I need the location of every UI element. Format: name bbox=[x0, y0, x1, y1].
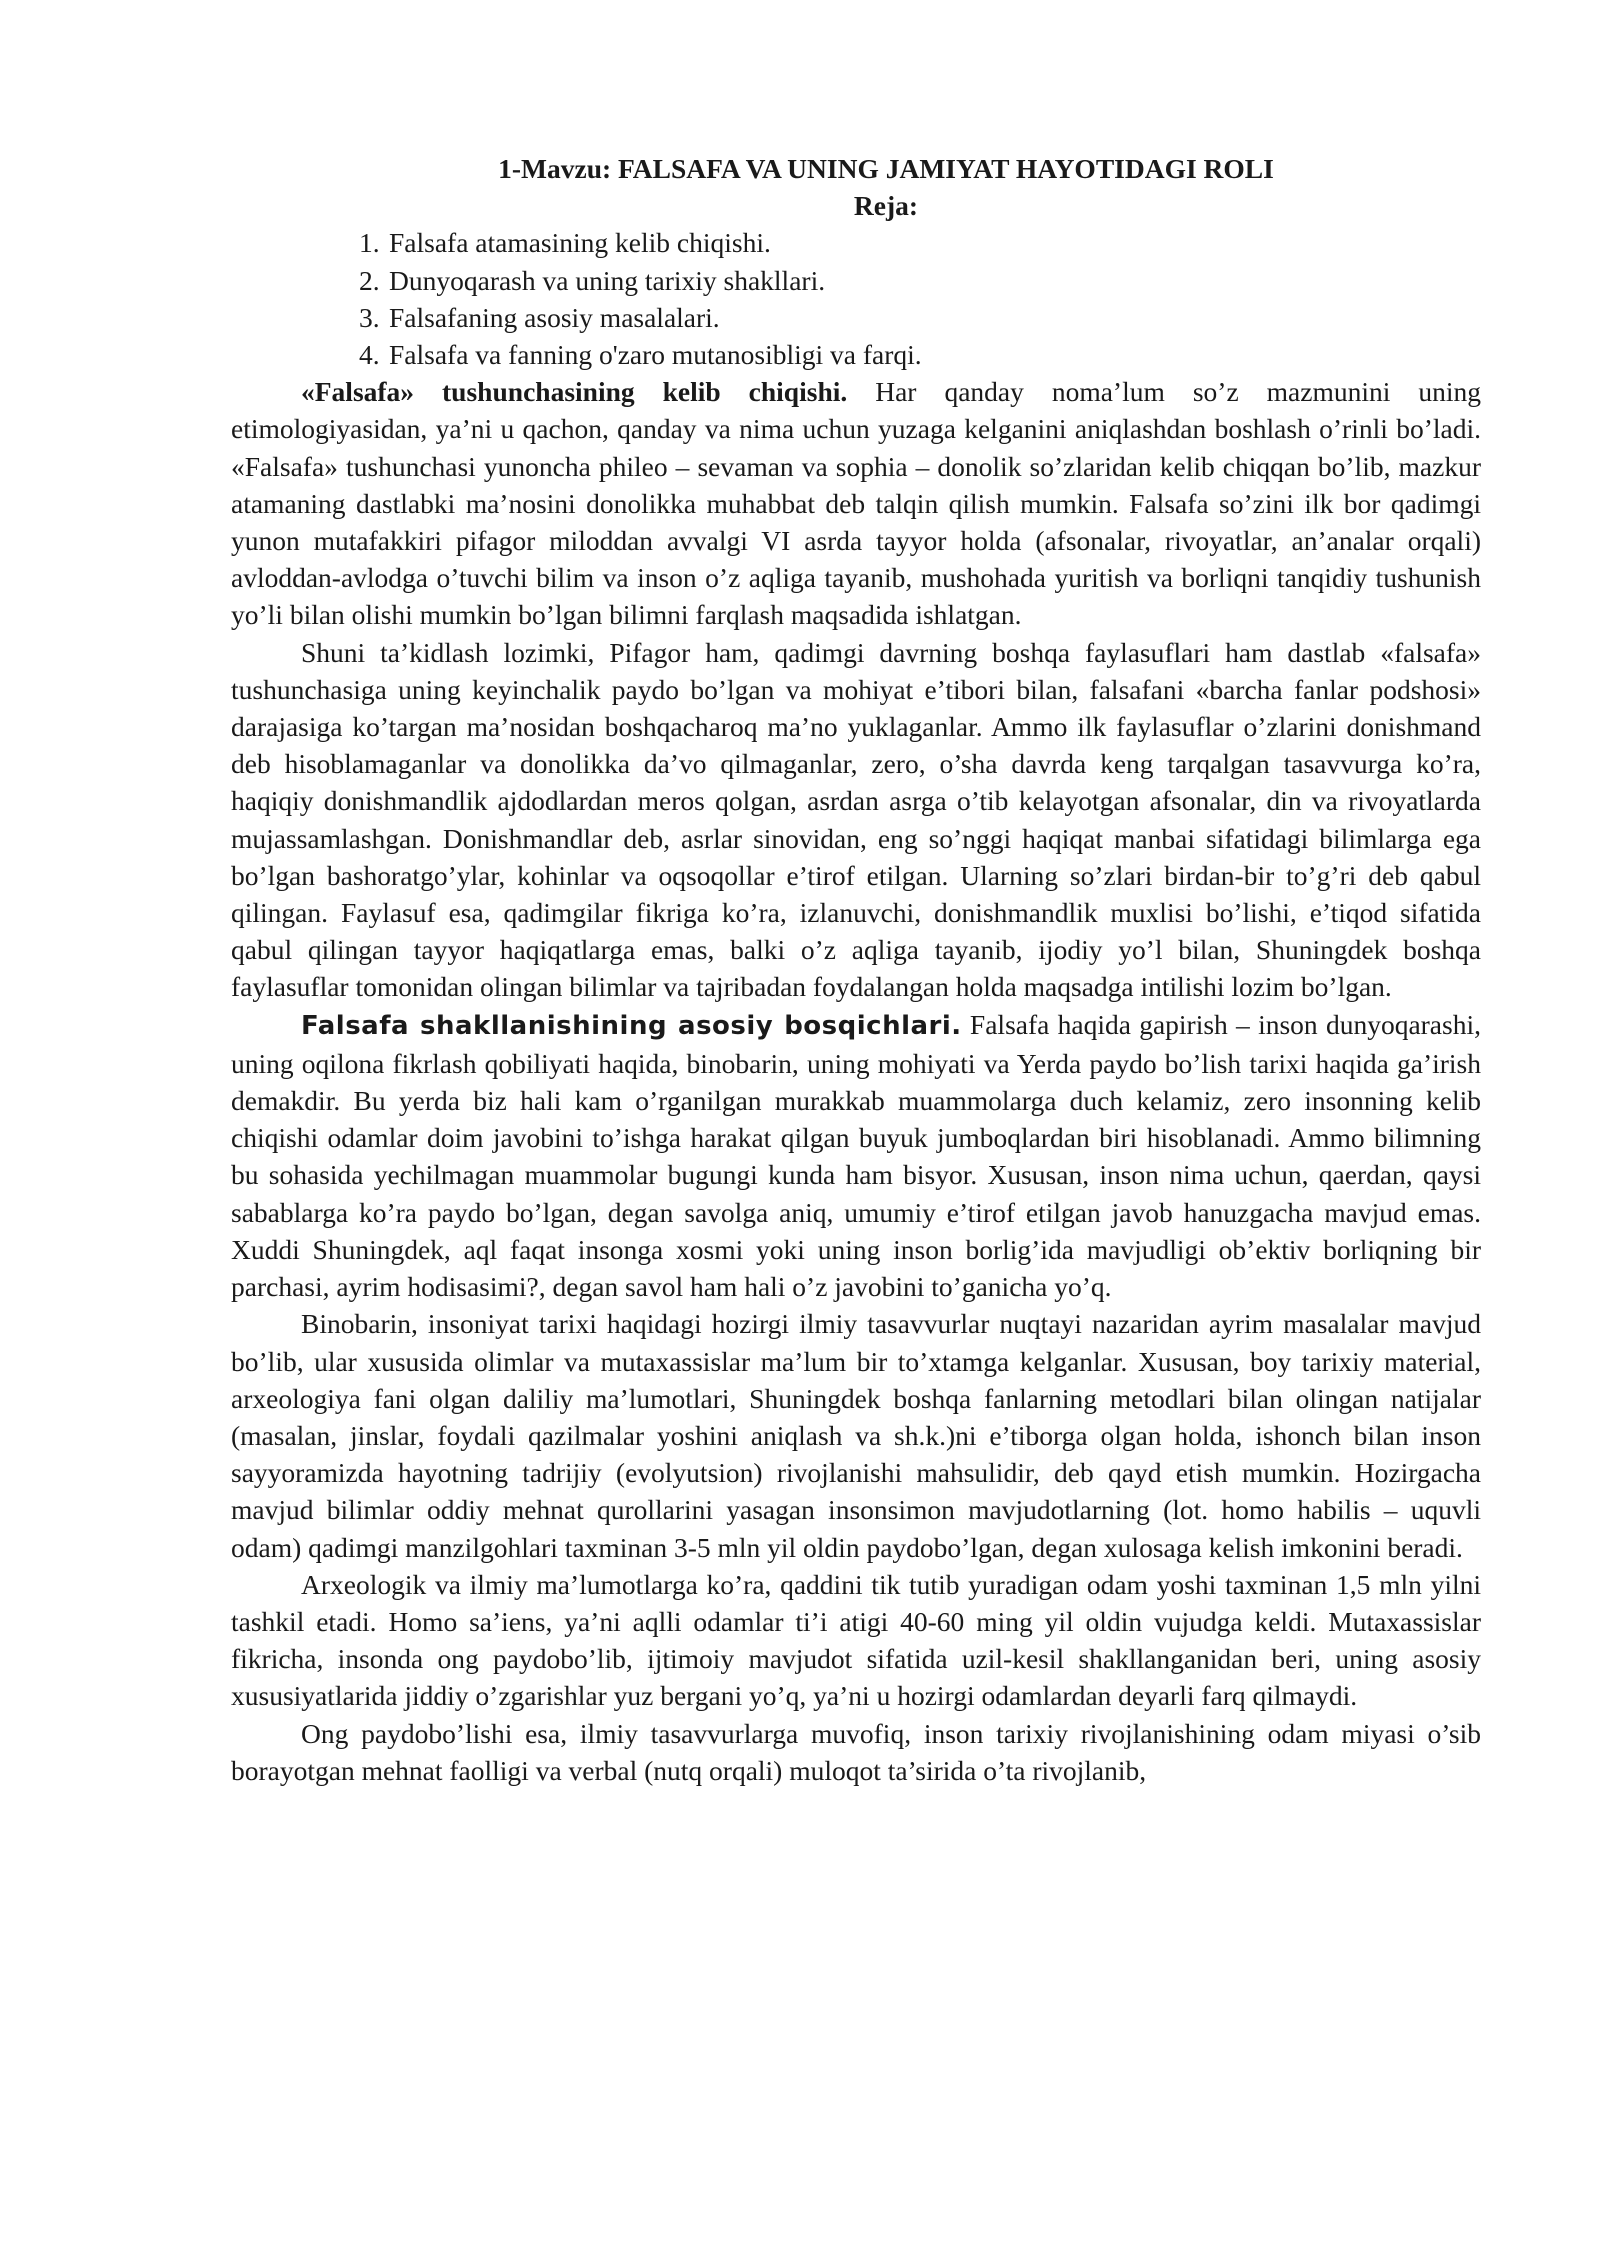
plan-item-text: Falsafaning asosiy masalalari. bbox=[389, 301, 720, 333]
plan-item-text: Dunyoqarash va uning tarixiy shakllari. bbox=[389, 264, 826, 296]
plan-item-text: Falsafa va fanning o'zaro mutanosibligi va farqi. bbox=[389, 339, 922, 371]
document-title: 1-Mavzu: FALSAFA VA UNING JAMIYAT HAYOTIDAGI ROLI bbox=[498, 153, 1274, 184]
plan-item bbox=[359, 336, 1481, 373]
plan-item-number: 4. bbox=[359, 339, 380, 371]
paragraph-text: Binobarin, insoniyat tarixi haqidagi hozirgi ilmiy tasavvurlar nuqtayi nazaridan ayrim masalalar mavjud bo’lib, ular xususida olimlar va mutaxassislar ma’lum bir to’xtamga kelganlar. Xususan, boy tarixiy material, arxeologiya fani olgan daliliy ma’lumotlari, Shuningdek boshqa fanlarning metodlari bilan olingan natijalar (masalan, jinslar, foydali qazilmalar yoshini aniqlash va sh.k.)ni e’tiborga olgan holda, ishonch bilan inson sayyoramizda hayotning tadrijiy (evolyutsion) rivojlanishi mahsulidir, deb qayd etish mumkin. Hozirgacha mavjud bilimlar oddiy mehnat qurollarini yasagan insonsimon mavjudotlarning (lot. homo habilis – uquvli odam) qadimgi manzilgohlari taxminan 3-5 mln yil oldin paydobo’lgan, degan xulosaga kelish imkonini beradi. bbox=[231, 1308, 1481, 1563]
paragraph-text: Falsafa haqida gapirish – inson dunyoqarashi, uning oqilona fikrlash qobiliyati haqida, binobarin, uning mohiyati va Yerda paydo bo’lish tarixi haqida ga’irish demakdir. Bu yerda biz hali kam o’rganilgan murakkab muammolarga duch kelamiz, zero insonning kelib chiqishi odamlar doim javobini to’ishga harakat qilgan buyuk jumboqlardan biri hisoblanadi. Ammo bilimning bu sohasida yechilmagan muammolar bugungi kunda ham bisyor. Xususan, inson nima uchun, qaerdan, qaysi sabablarga ko’ra paydo bo’lgan, degan savolga aniq, umumiy e’tirof etilgan javob hanuzgacha mavjud emas. Xuddi Shuningdek, aql faqat insonga xosmi yoki uning inson borlig’ida mavjudligi ob’ektiv borliqning bir parchasi, ayrim hodisasimi?, degan savol ham hali o’z javobini to’ganicha yo’q. bbox=[231, 1008, 1481, 1303]
paragraph-main-stages bbox=[231, 1006, 1481, 1306]
paragraph-text: Ong paydobo’lishi esa, ilmiy tasavvurlarga muvofiq, inson tarixiy rivojlanishining odam miyasi o’sib borayotgan mehnat faolligi va verbal (nutq orqali) muloqot ta’sirida o’ta rivojlanib, bbox=[231, 1717, 1481, 1786]
paragraph-lead: Falsafa shakllanishining asosiy bosqichlari. bbox=[301, 1010, 962, 1041]
plan-heading: Reja: bbox=[853, 190, 919, 222]
plan-item-number: 2. bbox=[359, 264, 380, 296]
paragraph-text: Shuni ta’kidlash lozimki, Pifagor ham, qadimgi davrning boshqa faylasuflari ham dastlab «falsafa» tushunchasiga uning keyinchalik paydo bo’lgan va mohiyat e’tibori bilan, falsafani «barcha fanlar podshosi» darajasiga ko’targan ma’nosidan boshqacharoq ma’no yuklaganlar. Ammo ilk faylasuflar o’zlarini donishmand deb hisoblamaganlar va donolikka da’vo qilmaganlar, zero, o’sha davrda keng tarqalgan tasavvurga ko’ra, haqiqiy donishmandlik ajdodlardan meros qolgan, asrdan asrga o’tib kelayotgan afsonalar, din va rivoyatlarda mujassamlashgan. Donishmandlar deb, asrlar sinovidan, eng so’nggi haqiqat manbai sifatidagi bilimlarga ega bo’lgan bashoratgo’ylar, kohinlar va oqsoqollar e’tirof etilgan. Ularning so’zlari birdan-bir to’g’ri deb qabul qilingan. Faylasuf esa, qadimgilar fikriga ko’ra, izlanuvchi, donishmandlik muxlisi bo’lishi, e’tiqod sifatida qabul qilingan tayyor haqiqatlarga emas, balki o’z aqliga tayanib, ijodiy yo’l bilan, Shuningdek boshqa faylasuflar tomonidan olingan bilimlar va tajribadan foydalangan holda maqsadga intilishi lozim bo’lgan. bbox=[231, 636, 1481, 1003]
paragraph-origin-of-term bbox=[231, 373, 1481, 633]
plan-item-number: 1. bbox=[359, 227, 380, 259]
paragraph-text: Arxeologik va ilmiy ma’lumotlarga ko’ra, qaddini tik tutib yuradigan odam yoshi taxminan 1,5 mln yilni tashkil etadi. Homo sa’iens, ya’ni aqlli odamlar ti’i atigi 40-60 ming yil oldin vujudga keldi. Mutaxassislar fikricha, insonda ong paydobo’lib, ijtimoiy mavjudot sifatida uzil-kesil shakllanganidan beri, uning asosiy xususiyatlarida jiddiy o’zgarishlar yuz bergani yo’q, ya’ni u hozirgi odamlardan deyarli farq qilmaydi. bbox=[231, 1568, 1481, 1712]
paragraph-pythagoras bbox=[231, 634, 1481, 1006]
paragraph-archaeological-data bbox=[231, 1566, 1481, 1715]
paragraph-text: Har qanday noma’lum so’z mazmunini uning etimologiyasidan, ya’ni u qachon, qanday va nima uchun yuzaga kelganini aniqlashdan boshlash o’rinli bo’ladi. «Falsafa» tushunchasi yunoncha phileo – sevaman va sophia – donolik so’zlaridan kelib chiqqan bo’lib, mazkur atamaning dastlabki ma’nosini donolikka muhabbat deb talqin qilish mumkin. Falsafa so’zini ilk bor qadimgi yunon mutafakkiri pifagor miloddan avvalgi VI asrda tayyor holda (afsonalar, rivoyatlar, an’analar orqali) avloddan-avlodga o’tuvchi bilim va inson o’z aqliga tayanib, mushohada yuritish va borliqni tanqidiy tushunish yo’li bilan olishi mumkin bo’lgan bilimni farqlash maqsadida ishlatgan. bbox=[231, 376, 1481, 631]
plan-item-number: 3. bbox=[359, 301, 380, 333]
plan-item bbox=[359, 262, 1481, 299]
plan-list bbox=[231, 224, 1481, 373]
document-page bbox=[231, 150, 1481, 1789]
paragraph-lead: «Falsafa» tushunchasining kelib chiqishi. bbox=[301, 376, 848, 408]
paragraph-consciousness bbox=[231, 1715, 1481, 1789]
plan-item bbox=[359, 224, 1481, 261]
plan-item bbox=[359, 299, 1481, 336]
paragraph-scientific-views bbox=[231, 1305, 1481, 1565]
plan-item-text: Falsafa atamasining kelib chiqishi. bbox=[389, 227, 771, 259]
